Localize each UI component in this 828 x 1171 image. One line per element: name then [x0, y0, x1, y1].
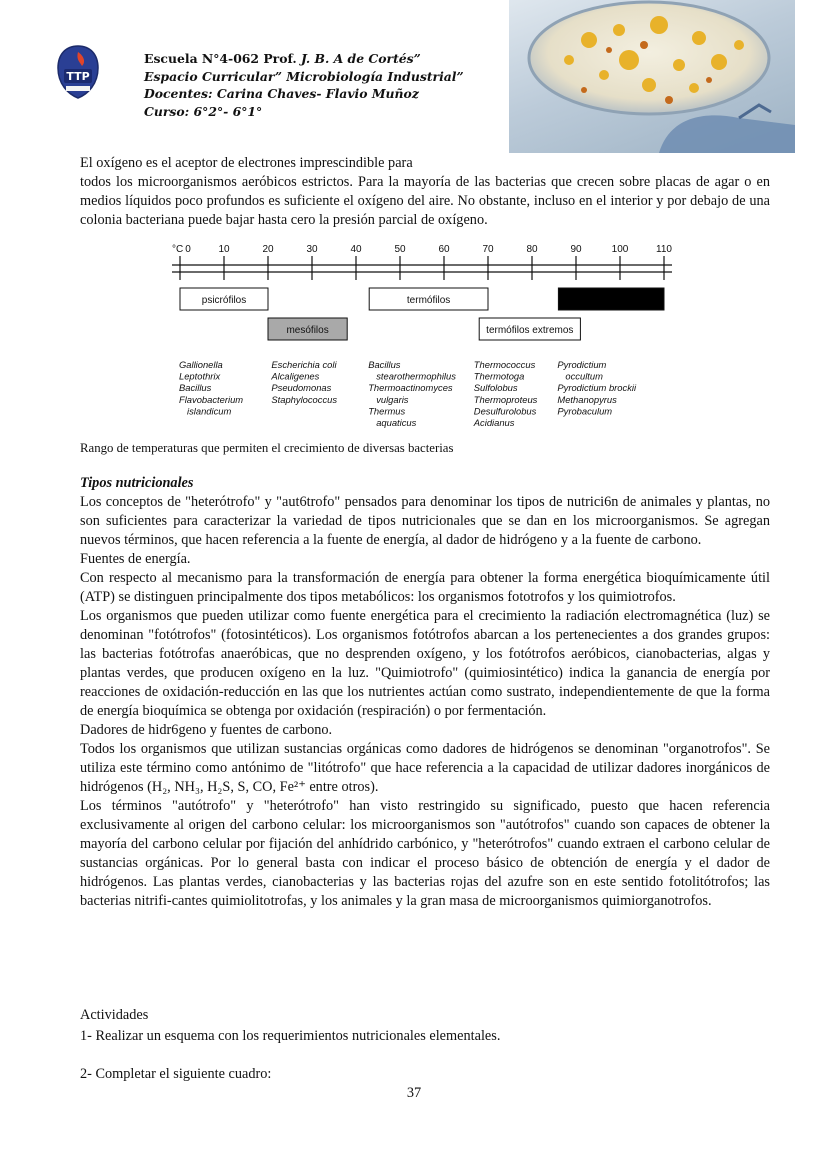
organism-name: Staphylococcus: [271, 393, 338, 405]
temperature-range-figure: [166, 240, 676, 440]
organism-name: islandicum: [187, 405, 232, 417]
section-paragraph: Los términos "autótrofo" y "heterótrofo" han visto restringido su significado, puesto que hacen referencia exclusivamente al origen del carbono celular: los microorganismos son "autótrofos" cuando son capaces de obtener la mayoría del carbono celular por fijación del anhídrido carbónico, y "heterótrofos" cuando extraen el carbono celular de sustancias orgánicas. Por lo general basta con indicar el proceso básico de obtención de energía y el dador de hidrógenos. Las plantas verdes, cianobacterias y las bacterias rojas del azufre son en este sentido fotolitótrofos; las bacterias nitrifi-cantes quimiolitotrofas, y los animales y la gran masa de microorganismos quimiorganotrofos.: [80, 798, 770, 909]
organism-name: Thermus: [368, 405, 406, 417]
organism-name: Leptothrix: [179, 370, 221, 382]
section-paragraph: Dadores de hidr6geno y fuentes de carbono.: [80, 722, 333, 738]
organism-name: Acidianus: [473, 417, 515, 428]
organism-name: Flavobacterium: [179, 393, 244, 405]
tick-label: 70: [482, 244, 494, 255]
intro-paragraph: [80, 154, 770, 230]
section-paragraph: Los organismos que pueden utilizar como fuente energética para el crecimiento la radiación electromagnética (luz) se denominan "fotótrofos" (fotosintéticos). Los organismos fotótrofos abarcan a los pertenecientes a dos grandes grupos: las bacterias fotótrofas anaeróbicas, que no desprenden oxígeno, y los fotótrofos aeróbicos, cianobacterias, algas y plantas verdes, que producen oxígeno en la luz. "Quimiotrofo" (quimiosintético) indica la ganancia de energía por reacciones de oxidación-reducción en las que los nutrientes actúan como sustrato, independientemente de que la forma de energía bioquímica se obtenga por oxidación (respiración) o por fermentación.: [80, 608, 770, 719]
organism-name: Bacillus: [179, 382, 212, 394]
page-number: 37: [406, 1085, 422, 1101]
subject-line: Espacio Curricular” Microbiología Industrial”: [144, 68, 464, 84]
school-logo: [56, 44, 100, 100]
organism-name: Escherichia coli: [271, 359, 337, 370]
organism-name: Thermoproteus: [473, 393, 538, 405]
organism-name: stearothermophilus: [376, 370, 456, 382]
organism-name: Bacillus: [368, 359, 401, 370]
tick-label: 10: [218, 244, 230, 255]
activities-title: Actividades: [80, 1007, 149, 1023]
tick-label: 50: [394, 244, 406, 255]
organism-name: vulgaris: [376, 393, 409, 405]
figure-caption: Rango de temperaturas que permiten el crecimiento de diversas bacterias: [80, 441, 454, 455]
band-label: psicrófilos: [201, 295, 247, 306]
band-label: termófilos: [406, 295, 451, 306]
tick-label: 0: [185, 244, 191, 255]
tick-label: 60: [438, 244, 450, 255]
organism-name: Pyrobaculum: [557, 405, 613, 417]
header-block: [144, 50, 464, 120]
temperature-band: [558, 288, 664, 310]
organism-name: Methanopyrus: [557, 393, 617, 405]
organism-name: Thermococcus: [473, 359, 536, 370]
section-paragraphs: [80, 493, 770, 911]
intro-first-line: El oxígeno es el aceptor de electrones imprescindible para: [80, 155, 413, 171]
organism-name: occultum: [565, 370, 603, 382]
organism-name: Alcaligenes: [271, 370, 320, 382]
intro-rest: todos los microorganismos aeróbicos estrictos. Para la mayoría de las bacterias que crecen sobre placas de agar o en medios líquidos poco profundos es suficiente el oxígeno del aire. No obstante, incluso en el interior y por debajo de una colonia bacteriana puede bajar hasta cero la presión parcial de oxígeno.: [80, 174, 770, 228]
organism-name: Sulfolobus: [473, 382, 518, 394]
axis-unit-label: °C: [172, 244, 184, 255]
course-line: Curso: 6°2°- 6°1°: [144, 103, 263, 119]
tick-label: 80: [526, 244, 538, 255]
section-paragraph: Con respecto al mecanismo para la transformación de energía para obtener la forma energética bioquímicamente útil (ATP) se distinguen principalmente dos tipos metabólicos: los organismos fototrofos y los quimiotrofos.: [80, 570, 770, 605]
temperature-scale-svg: [166, 240, 676, 440]
nutrition-section: [80, 474, 770, 911]
organism-name: Gallionella: [179, 359, 223, 370]
organism-name: Pyrodictium brockii: [557, 382, 637, 394]
tick-label: 40: [350, 244, 362, 255]
activity-item-1: 1- Realizar un esquema con los requerimientos nutricionales elementales.: [80, 1028, 501, 1044]
tick-label: 100: [611, 244, 629, 255]
section-paragraph: Fuentes de energía.: [80, 551, 191, 567]
organism-name: Thermotoga: [473, 370, 525, 382]
organism-name: Pyrodictium: [557, 359, 607, 370]
petri-dish-photo: [509, 0, 795, 153]
band-label: termófilos extremos: [486, 325, 574, 336]
band-label: mesófilos: [286, 325, 329, 336]
section-paragraph: Todos los organismos que utilizan sustancias orgánicas como dadores de hidrógenos se denominan "organotrofos". Se utiliza este término como antónimo de "litótrofo" que hace referencia a la capacidad de utilizar dadores inorgánicos de hidrógenos (H₂, NH₃, H₂S, S, CO, Fe²⁺ entre otros).: [80, 741, 770, 795]
teachers-line: Docentes: Carina Chaves- Flavio Muñoz: [144, 86, 419, 101]
organism-name: Pseudomonas: [271, 382, 332, 394]
tick-label: 30: [306, 244, 318, 255]
tick-label: 90: [570, 244, 582, 255]
organism-name: Thermoactinomyces: [368, 382, 453, 394]
organism-name: Desulfurolobus: [473, 405, 537, 417]
svg-text:TTP: TTP: [66, 70, 90, 83]
organism-name: aquaticus: [376, 417, 417, 428]
school-line: Escuela N°4-062 Prof. J. B. A de Cortés”: [144, 51, 421, 66]
section-title: Tipos nutricionales: [80, 475, 194, 491]
section-paragraph: Los conceptos de "heterótrofo" y "aut6trofo" pensados para denominar los tipos de nutrici6n de animales y plantas, no son suficientes para caracterizar la variedad de tipos nutricionales que se dan en los microorganismos. Se agregan nuevos términos, que hacen referencia a la fuente de energía, al dador de hidrógeno y a la fuente de carbono.: [80, 494, 770, 548]
activity-item-2: 2- Completar el siguiente cuadro:: [80, 1066, 272, 1082]
activities-block: [80, 1006, 770, 1084]
tick-label: 110: [656, 244, 672, 255]
tick-label: 20: [262, 244, 274, 255]
